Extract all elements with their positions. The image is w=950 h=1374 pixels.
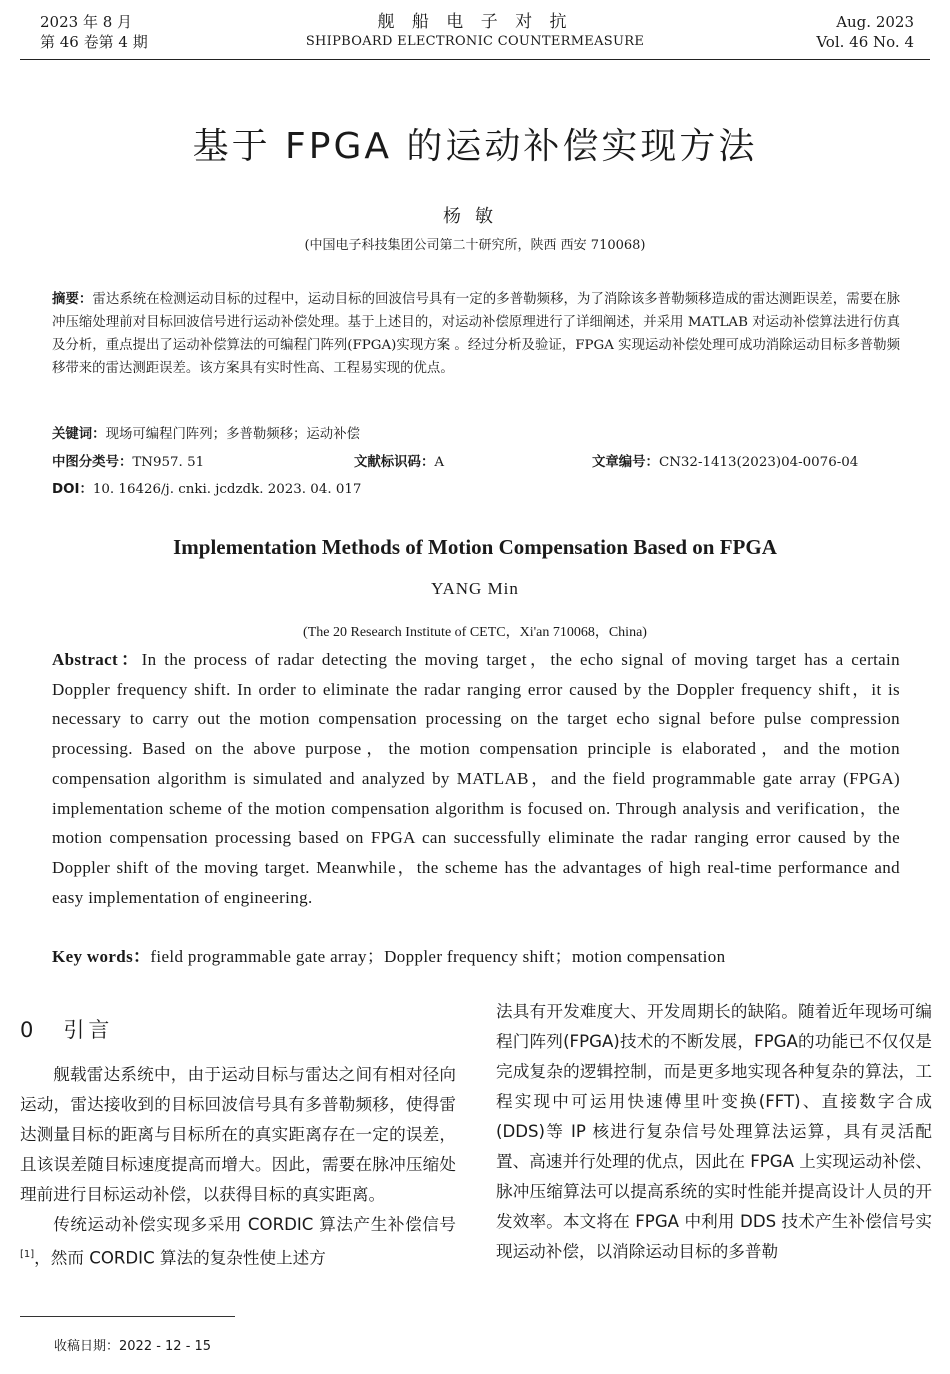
keywords-en-label: Key words： bbox=[52, 947, 151, 966]
journal-name bbox=[0, 12, 950, 52]
header-divider bbox=[20, 59, 930, 60]
body-column-left bbox=[20, 1030, 456, 1274]
paper-title: 基于 FPGA 的运动补偿实现方法 bbox=[192, 126, 758, 167]
keywords-cn-label: 关键词： bbox=[52, 427, 106, 442]
paragraph bbox=[20, 1210, 456, 1274]
volume-issue-cn: 第 46 卷第 4 期 bbox=[40, 33, 148, 51]
clc-number bbox=[52, 451, 204, 470]
keywords-cn-text: 现场可编程门阵列；多普勒频移；运动补偿 bbox=[105, 427, 360, 442]
affiliation-en: (The 20 Research Institute of CETC，Xi'an 710068，China) bbox=[303, 625, 647, 640]
journal-name-cn: 舰 船 电 子 对 抗 bbox=[377, 12, 573, 32]
document-code bbox=[354, 451, 444, 470]
doi bbox=[52, 478, 361, 497]
abstract-en-text: In the process of radar detecting the moving target，the echo signal of moving target has a certain Doppler frequency shift. In order to eliminate the radar ranging error caused by the Doppler frequency shift，it is necessary to carry out the motion compensation processing on the target echo signal before pulse compression processing. Based on the above purpose，the motion compensation principle is elaborated，and the motion compensation algorithm is simulated and analyzed by MATLAB，and the field programmable gate array (FPGA) implementation scheme of the motion compensation algorithm is focused on. Through analysis and verification，the motion compensation processing based on FPGA can successfully eliminate the radar ranging error caused by the Doppler shift of the moving target. Meanwhile，the scheme has the advantages of high real-time performance and easy implementation of engineering. bbox=[52, 650, 900, 907]
paper-title-en: Implementation Methods of Motion Compensation Based on FPGA bbox=[173, 535, 777, 559]
abstract-en-label: Abstract： bbox=[52, 650, 142, 669]
abstract-cn bbox=[52, 288, 900, 380]
keywords-cn bbox=[52, 423, 360, 442]
received-date: 收稿日期：2022 - 12 - 15 bbox=[54, 1339, 212, 1354]
section-title: 引言 bbox=[63, 1018, 114, 1042]
article-number bbox=[592, 451, 858, 470]
citation-ref[interactable]: [1] bbox=[20, 1249, 35, 1260]
author: 杨敏 bbox=[443, 206, 507, 227]
issue-date-en: Aug. 2023 bbox=[836, 13, 914, 31]
keywords-en bbox=[52, 942, 725, 967]
document-code-label: 文献标识码： bbox=[354, 455, 435, 470]
keywords-en-text: field programmable gate array；Doppler frequency shift；motion compensation bbox=[150, 947, 726, 966]
clc-label: 中图分类号： bbox=[52, 455, 133, 470]
article-number-label: 文章编号： bbox=[592, 455, 659, 470]
paragraph-text: 传统运动补偿实现多采用 CORDIC 算法产生补偿信号 bbox=[53, 1215, 456, 1234]
paragraph: 舰载雷达系统中，由于运动目标与雷达之间有相对径向运动，雷达接收到的目标回波信号具有多普勒频移，使得雷达测量目标的距离与目标所在的真实距离存在一定的误差，且该误差随目标速度提高而增大。因此，需要在脉冲压缩处理前进行目标运动补偿，以获得目标的真实距离。 bbox=[20, 1065, 456, 1204]
affiliation: (中国电子科技集团公司第二十研究所，陕西 西安 710068) bbox=[304, 238, 646, 253]
doi-label: DOI： bbox=[52, 482, 93, 497]
clc-value: TN957. 51 bbox=[132, 455, 205, 470]
doi-value[interactable]: 10. 16426/j. cnki. jcdzdk. 2023. 04. 017 bbox=[92, 482, 362, 497]
section-number: 0 bbox=[20, 1018, 38, 1042]
document-code-value: A bbox=[434, 455, 445, 470]
classification-row bbox=[52, 451, 900, 471]
volume-issue-en: Vol. 46 No. 4 bbox=[816, 33, 914, 51]
abstract-en bbox=[52, 645, 900, 912]
journal-issue-en bbox=[816, 12, 914, 52]
body-column-right bbox=[496, 997, 932, 1267]
article-number-value: CN32-1413(2023)04-0076-04 bbox=[658, 455, 859, 470]
abstract-cn-text: 雷达系统在检测运动目标的过程中，运动目标的回波信号具有一定的多普勒频移，为了消除该多普勒频移造成的雷达测距误差，需要在脉冲压缩处理前对目标回波信号进行运动补偿处理。基于上述目的，对运动补偿原理进行了详细阐述，并采用 MATLAB 对运动补偿算法进行仿真及分析，重点提出了运动补偿算法的可编程门阵列(FPGA)实现方案 。经过分析及验证，FPGA 实现运动补偿处理可成功消除运动目标多普勒频移带来的雷达测距误差。该方案具有实时性高、工程易实现的优点。 bbox=[52, 292, 901, 376]
author-en: YANG Min bbox=[431, 579, 519, 598]
paragraph: 法具有开发难度大、开发周期长的缺陷。随着近年现场可编程门阵列(FPGA)技术的不断发展，FPGA的功能已不仅仅是完成复杂的逻辑控制，而是更多地实现各种复杂的算法，工程实现中可运用快速傅里叶变换(FFT)、直接数字合成(DDS)等 IP 核进行复杂信号处理算法运算，具有灵活配置、高速并行处理的优点，因此在 FPGA 上实现运动补偿、脉冲压缩算法可以提高系统的实时性能并提高设计人员的开发效率。本文将在 FPGA 中利用 DDS 技术产生补偿信号实现运动补偿，以消除运动目标的多普勒 bbox=[496, 1002, 933, 1261]
paragraph-text: ，然而 CORDIC 算法的复杂性使上述方 bbox=[34, 1248, 326, 1268]
footnote-divider bbox=[20, 1316, 235, 1317]
abstract-cn-label: 摘要： bbox=[52, 292, 93, 307]
journal-name-en: SHIPBOARD ELECTRONIC COUNTERMEASURE bbox=[305, 34, 645, 49]
issue-date-cn: 2023 年 8 月 bbox=[40, 13, 133, 31]
